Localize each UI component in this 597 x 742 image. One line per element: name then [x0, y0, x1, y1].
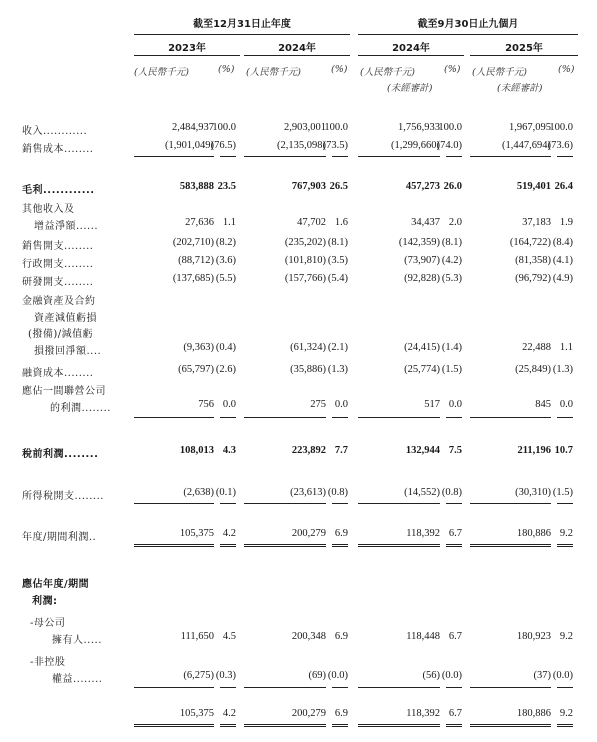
revenue-value-2: 2,903,001 [284, 122, 326, 133]
owners-of-parent-value-7: 9.2 [559, 630, 573, 642]
selling-expenses-value-5: (8.1) [441, 237, 462, 248]
group-fy-rule [134, 34, 350, 35]
total-value-4: 118,392 [406, 708, 440, 719]
revenue-value-6: 1,967,095 [509, 122, 551, 133]
owners-of-parent-label-1: 擁有人..... [52, 634, 102, 646]
rule-after-associate-7 [557, 417, 573, 418]
year-2025-9m-rule [470, 55, 578, 56]
finance-costs-value-7: (1.3) [552, 364, 573, 375]
rule-after-associate-6 [470, 417, 551, 418]
rule-after-non-controlling-6 [470, 687, 551, 688]
impairment-value-4: (24,415) [404, 341, 440, 353]
finance-costs-value-1: (2.6) [215, 364, 236, 375]
header-group-fy: 截至12月31日止年度 [193, 19, 291, 30]
rd-expenses-value-1: (5.5) [215, 273, 236, 284]
associate-profit-value-1: 0.0 [222, 398, 236, 410]
other-income-label-1: 增益淨額...... [34, 220, 99, 232]
rule-double-after-profit-5 [446, 544, 462, 547]
rule-double-after-profit-6 [470, 544, 551, 547]
gross-profit-label-0: 毛利............ [22, 185, 95, 196]
rule-after-income-tax-3 [332, 503, 348, 504]
unaudited-2024-9m: (未經審計) [387, 83, 433, 94]
income-tax-label-0: 所得稅開支........ [22, 491, 104, 502]
gross-profit-value-2: 767,903 [291, 181, 326, 192]
revenue-value-4: 1,756,933 [398, 122, 440, 133]
associate-profit-value-0: 756 [198, 398, 214, 410]
impairment-value-5: (1.4) [441, 341, 462, 353]
associate-profit-value-5: 0.0 [448, 398, 462, 410]
rule-after-cost-of-sales-4 [358, 156, 440, 157]
owners-of-parent-value-0: 111,650 [180, 630, 214, 642]
rd-expenses-value-3: (5.4) [327, 273, 348, 284]
rule-after-non-controlling-1 [220, 687, 236, 688]
profit-before-tax-value-5: 7.5 [448, 445, 462, 456]
rule-after-cost-of-sales-1 [220, 156, 236, 157]
gross-profit-value-3: 26.5 [329, 181, 348, 192]
non-controlling-label-0: -非控股 [30, 657, 66, 668]
selling-expenses-value-3: (8.1) [327, 237, 348, 248]
unit-amount-2023: (人民幣千元) [134, 67, 189, 78]
admin-expenses-value-2: (101,810) [284, 255, 326, 266]
cost-of-sales-value-7: (73.6) [547, 140, 573, 151]
rd-expenses-value-4: (92,828) [404, 273, 440, 284]
profit-before-tax-value-3: 7.7 [334, 445, 348, 456]
profit-for-period-value-0: 105,375 [179, 528, 214, 539]
total-value-6: 180,886 [516, 708, 551, 719]
total-value-5: 6.7 [448, 708, 462, 719]
total-value-7: 9.2 [559, 708, 573, 719]
selling-expenses-value-4: (142,359) [398, 237, 440, 248]
rule-double-after-profit-7 [557, 544, 573, 547]
non-controlling-value-5: (0.0) [441, 669, 462, 681]
profit-for-period-value-1: 4.2 [222, 528, 236, 539]
rule-after-associate-3 [332, 417, 348, 418]
impairment-value-3: (2.1) [327, 341, 348, 353]
other-income-label-0: 其他收入及 [22, 204, 75, 215]
other-income-value-4: 34,437 [411, 216, 440, 228]
associate-profit-value-4: 517 [424, 398, 440, 410]
impairment-label-3: 損撥回淨額.... [34, 345, 102, 357]
rule-after-cost-of-sales-3 [332, 156, 348, 157]
revenue-value-1: 100.0 [212, 122, 236, 133]
rule-double-total-7 [557, 724, 573, 727]
rd-expenses-label-0: 研發開支........ [22, 277, 94, 288]
rd-expenses-value-2: (157,766) [284, 273, 326, 284]
rule-double-after-profit-2 [244, 544, 326, 547]
profit-before-tax-value-1: 4.3 [222, 445, 236, 456]
year-2024-fy: 2024年 [278, 43, 316, 54]
rule-after-non-controlling-3 [332, 687, 348, 688]
rule-after-income-tax-1 [220, 503, 236, 504]
owners-of-parent-value-3: 6.9 [334, 630, 348, 642]
rule-double-total-3 [332, 724, 348, 727]
rule-after-cost-of-sales-7 [557, 156, 573, 157]
rule-after-cost-of-sales-5 [446, 156, 462, 157]
finance-costs-value-3: (1.3) [327, 364, 348, 375]
admin-expenses-value-5: (4.2) [441, 255, 462, 266]
rd-expenses-value-0: (137,685) [172, 273, 214, 284]
admin-expenses-value-7: (4.1) [552, 255, 573, 266]
revenue-label-0: 收入............ [22, 126, 88, 137]
profit-before-tax-value-0: 108,013 [179, 445, 214, 456]
rule-double-total-6 [470, 724, 551, 727]
admin-expenses-value-1: (3.6) [215, 255, 236, 266]
admin-expenses-value-4: (73,907) [404, 255, 440, 266]
rule-double-after-profit-0 [134, 544, 214, 547]
admin-expenses-value-6: (81,358) [515, 255, 551, 266]
selling-expenses-label-0: 銷售開支........ [22, 241, 94, 252]
revenue-value-5: 100.0 [438, 122, 462, 133]
selling-expenses-value-7: (8.4) [552, 237, 573, 248]
associate-profit-value-6: 845 [535, 398, 551, 410]
associate-profit-label-1: 的利潤........ [50, 402, 111, 414]
gross-profit-value-0: 583,888 [179, 181, 214, 192]
profit-before-tax-value-6: 211,196 [517, 445, 551, 456]
unit-pct-2025-9m: (%) [558, 64, 575, 75]
profit-before-tax-value-2: 223,892 [291, 445, 326, 456]
rd-expenses-value-7: (4.9) [552, 273, 573, 284]
rule-double-total-2 [244, 724, 326, 727]
income-tax-value-0: (2,638) [183, 487, 214, 498]
cost-of-sales-value-3: (73.5) [322, 140, 348, 151]
owners-of-parent-value-1: 4.5 [222, 630, 236, 642]
non-controlling-value-1: (0.3) [215, 669, 236, 681]
year-2023-rule [134, 55, 240, 56]
rule-after-income-tax-7 [557, 503, 573, 504]
non-controlling-label-1: 權益........ [52, 673, 103, 685]
year-2024-9m: 2024年 [392, 43, 430, 54]
admin-expenses-value-0: (88,712) [178, 255, 214, 266]
rule-after-associate-0 [134, 417, 214, 418]
income-tax-value-6: (30,310) [515, 487, 551, 498]
income-tax-value-1: (0.1) [215, 487, 236, 498]
profit-for-period-value-5: 6.7 [448, 528, 462, 539]
finance-costs-value-0: (65,797) [178, 364, 214, 375]
rule-after-income-tax-2 [244, 503, 326, 504]
rule-after-income-tax-6 [470, 503, 551, 504]
rule-after-non-controlling-7 [557, 687, 573, 688]
rule-double-after-profit-3 [332, 544, 348, 547]
impairment-label-1: 資產減值虧損 [34, 312, 97, 324]
rule-after-non-controlling-0 [134, 687, 214, 688]
owners-of-parent-label-0: -母公司 [30, 618, 66, 629]
revenue-value-3: 100.0 [324, 122, 348, 133]
impairment-value-1: (0.4) [215, 341, 236, 353]
associate-profit-label-0: 應佔一間聯營公司 [22, 386, 106, 397]
rule-after-associate-5 [446, 417, 462, 418]
selling-expenses-value-6: (164,722) [509, 237, 551, 248]
rule-after-associate-1 [220, 417, 236, 418]
rule-double-total-0 [134, 724, 214, 727]
other-income-value-3: 1.6 [334, 216, 348, 228]
rd-expenses-value-6: (96,792) [515, 273, 551, 284]
unit-amount-2025-9m: (人民幣千元) [472, 67, 527, 78]
profit-for-period-value-6: 180,886 [516, 528, 551, 539]
total-value-1: 4.2 [222, 708, 236, 719]
year-2024-fy-rule [244, 55, 350, 56]
non-controlling-value-3: (0.0) [327, 669, 348, 681]
selling-expenses-value-0: (202,710) [172, 237, 214, 248]
finance-costs-value-5: (1.5) [441, 364, 462, 375]
non-controlling-value-7: (0.0) [552, 669, 573, 681]
rule-double-total-1 [220, 724, 236, 727]
cost-of-sales-label-0: 銷售成本........ [22, 144, 94, 155]
total-value-0: 105,375 [179, 708, 214, 719]
other-income-value-5: 2.0 [448, 216, 462, 228]
impairment-value-6: 22,488 [522, 341, 551, 353]
rule-after-cost-of-sales-0 [134, 156, 214, 157]
unit-pct-2024-9m: (%) [444, 64, 461, 75]
rule-after-income-tax-0 [134, 503, 214, 504]
attributable-header-label-0: 應佔年度/期間 [22, 579, 90, 590]
income-tax-value-4: (14,552) [404, 487, 440, 498]
total-value-3: 6.9 [334, 708, 348, 719]
other-income-value-2: 47,702 [297, 216, 326, 228]
profit-before-tax-value-7: 10.7 [554, 445, 573, 456]
header-group-9m: 截至9月30日止九個月 [417, 19, 519, 30]
associate-profit-value-2: 275 [310, 398, 326, 410]
non-controlling-value-0: (6,275) [183, 669, 214, 681]
other-income-value-7: 1.9 [559, 216, 573, 228]
admin-expenses-label-0: 行政開支........ [22, 259, 94, 270]
rule-double-total-5 [446, 724, 462, 727]
finance-costs-label-0: 融資成本........ [22, 368, 94, 379]
non-controlling-value-6: (37) [533, 669, 551, 681]
income-tax-value-2: (23,613) [290, 487, 326, 498]
rule-after-non-controlling-5 [446, 687, 462, 688]
associate-profit-value-7: 0.0 [559, 398, 573, 410]
income-tax-value-5: (0.8) [441, 487, 462, 498]
impairment-value-0: (9,363) [183, 341, 214, 353]
profit-for-period-value-3: 6.9 [334, 528, 348, 539]
cost-of-sales-value-5: (74.0) [436, 140, 462, 151]
cost-of-sales-value-0: (1,901,049) [165, 140, 214, 151]
profit-before-tax-value-4: 132,944 [405, 445, 440, 456]
unit-pct-2024-fy: (%) [331, 64, 348, 75]
group-9m-rule [358, 34, 578, 35]
year-2024-9m-rule [358, 55, 464, 56]
income-tax-value-7: (1.5) [552, 487, 573, 498]
unit-amount-2024-9m: (人民幣千元) [360, 67, 415, 78]
finance-costs-value-6: (25,849) [515, 364, 551, 375]
gross-profit-value-5: 26.0 [443, 181, 462, 192]
profit-for-period-value-7: 9.2 [559, 528, 573, 539]
year-2025-9m: 2025年 [505, 43, 543, 54]
finance-costs-value-4: (25,774) [404, 364, 440, 375]
selling-expenses-value-1: (8.2) [215, 237, 236, 248]
profit-for-period-value-4: 118,392 [406, 528, 440, 539]
non-controlling-value-2: (69) [308, 669, 326, 681]
revenue-value-7: 100.0 [549, 122, 573, 133]
owners-of-parent-value-2: 200,348 [291, 630, 326, 642]
rule-after-non-controlling-4 [358, 687, 440, 688]
admin-expenses-value-3: (3.5) [327, 255, 348, 266]
owners-of-parent-value-4: 118,448 [406, 630, 440, 642]
profit-for-period-value-2: 200,279 [291, 528, 326, 539]
rule-after-income-tax-4 [358, 503, 440, 504]
other-income-value-1: 1.1 [222, 216, 236, 228]
attributable-header-label-1: 利潤: [32, 595, 58, 607]
unit-amount-2024-fy: (人民幣千元) [246, 67, 301, 78]
rd-expenses-value-5: (5.3) [441, 273, 462, 284]
rule-after-cost-of-sales-6 [470, 156, 551, 157]
other-income-value-0: 27,636 [185, 216, 214, 228]
cost-of-sales-value-2: (2,135,098) [277, 140, 326, 151]
cost-of-sales-value-1: (76.5) [210, 140, 236, 151]
impairment-value-7: 1.1 [559, 341, 573, 353]
total-value-2: 200,279 [291, 708, 326, 719]
year-2023: 2023年 [168, 43, 206, 54]
gross-profit-value-7: 26.4 [554, 181, 573, 192]
rule-double-after-profit-1 [220, 544, 236, 547]
impairment-label-0: 金融資產及合約 [22, 296, 96, 307]
rule-after-income-tax-5 [446, 503, 462, 504]
owners-of-parent-value-6: 180,923 [516, 630, 551, 642]
impairment-value-2: (61,324) [290, 341, 326, 353]
profit-for-period-label-0: 年度/期間利潤.. [22, 532, 97, 543]
selling-expenses-value-2: (235,202) [284, 237, 326, 248]
unit-pct-2023: (%) [218, 64, 235, 75]
rule-after-non-controlling-2 [244, 687, 326, 688]
rule-after-associate-4 [358, 417, 440, 418]
gross-profit-value-4: 457,273 [405, 181, 440, 192]
income-tax-value-3: (0.8) [327, 487, 348, 498]
gross-profit-value-1: 23.5 [217, 181, 236, 192]
rule-after-cost-of-sales-2 [244, 156, 326, 157]
rule-after-associate-2 [244, 417, 326, 418]
non-controlling-value-4: (56) [422, 669, 440, 681]
finance-costs-value-2: (35,886) [290, 364, 326, 375]
rule-double-total-4 [358, 724, 440, 727]
unaudited-2025-9m: (未經審計) [497, 83, 543, 94]
rule-double-after-profit-4 [358, 544, 440, 547]
owners-of-parent-value-5: 6.7 [448, 630, 462, 642]
cost-of-sales-value-6: (1,447,694) [502, 140, 551, 151]
impairment-label-2: (撥備)/減值虧 [28, 329, 94, 340]
profit-before-tax-label-0: 稅前利潤........ [22, 449, 99, 460]
other-income-value-6: 37,183 [522, 216, 551, 228]
revenue-value-0: 2,484,937 [172, 122, 214, 133]
gross-profit-value-6: 519,401 [516, 181, 551, 192]
cost-of-sales-value-4: (1,299,660) [391, 140, 440, 151]
associate-profit-value-3: 0.0 [334, 398, 348, 410]
